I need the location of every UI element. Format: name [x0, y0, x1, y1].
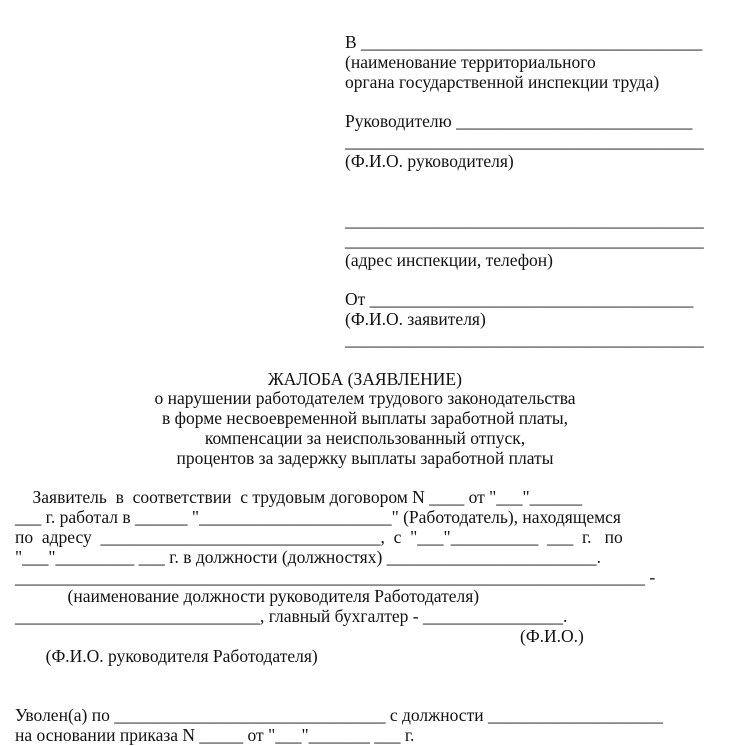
fill-in-blank-line: _________________________________________ — [345, 328, 704, 349]
complaint-body — [15, 488, 715, 745]
document-subtitle-vacation-compensation: компенсации за неиспользованный отпуск, — [204, 427, 526, 448]
fill-in-blank-line: _________________________________________ — [345, 210, 704, 231]
recipient-block — [345, 33, 715, 350]
blank-line — [345, 271, 715, 291]
recipient-line-caption-state-inspection: органа государственной инспекции труда) — [345, 71, 660, 92]
document-subtitle-interest: процентов за задержку выплаты заработной платы — [176, 447, 554, 468]
recipient-line-to-head: Руководителю ___________________________ — [345, 111, 693, 132]
fill-in-blank-line: _________________________________________ — [345, 130, 704, 151]
body-line-address-and-dates: по адресу ________________________________, с "___"__________ ___ г. по — [15, 526, 623, 547]
fill-in-blank-line: _________________________________________ — [345, 229, 704, 250]
caption-director-fio: (Ф.И.О. руководителя Работодателя) — [41, 645, 318, 666]
blank-line — [345, 172, 715, 192]
recipient-line-caption-head-name: (Ф.И.О. руководителя) — [345, 150, 514, 171]
recipient-line-caption-inspection-address: (адрес инспекции, телефон) — [345, 249, 553, 270]
body-line-position: "___"_________ ___ г. в должности (должностях) ________________________. — [15, 546, 602, 567]
body-line-worked-at-employer: ___ г. работал в ______ "______________________" (Работодатель), находящемся — [15, 507, 621, 528]
caption-accountant-fio: (Ф.И.О.) — [520, 625, 584, 646]
recipient-line-to-inspection: В _______________________________________ — [345, 32, 703, 52]
recipient-line-from-applicant: От _____________________________________ — [345, 289, 694, 310]
document-subtitle-late-salary: в форме несвоевременной выплаты заработной платы, — [161, 408, 568, 429]
blank-line — [345, 92, 715, 112]
document-title: ЖАЛОБА (ЗАЯВЛЕНИЕ) — [268, 368, 462, 389]
document-title-block — [15, 370, 715, 469]
blank-line — [345, 191, 715, 211]
document-subtitle-violation: о нарушении работодателем трудового законодательства — [154, 388, 576, 409]
body-line-chief-accountant: ____________________________, главный бухгалтер - ________________. — [15, 606, 568, 627]
recipient-line-caption-applicant-name: (Ф.И.О. заявителя) — [345, 309, 486, 330]
body-line-director-title-blank: ________________________________________________________________________ - — [15, 566, 656, 587]
body-line-order-basis: на основании приказа N _____ от "___"_______ ___ г. — [15, 724, 415, 745]
body-line-dismissed: Уволен(а) по _______________________________ с должности ____________________ — [15, 705, 663, 726]
recipient-line-caption-territorial: (наименование территориального — [345, 51, 596, 72]
body-line-caption-director-title: (наименование должности руководителя Работодателя) — [15, 586, 480, 607]
body-line-contract-intro: Заявитель в соответствии с трудовым договором N ____ от "___"______ — [15, 487, 583, 508]
